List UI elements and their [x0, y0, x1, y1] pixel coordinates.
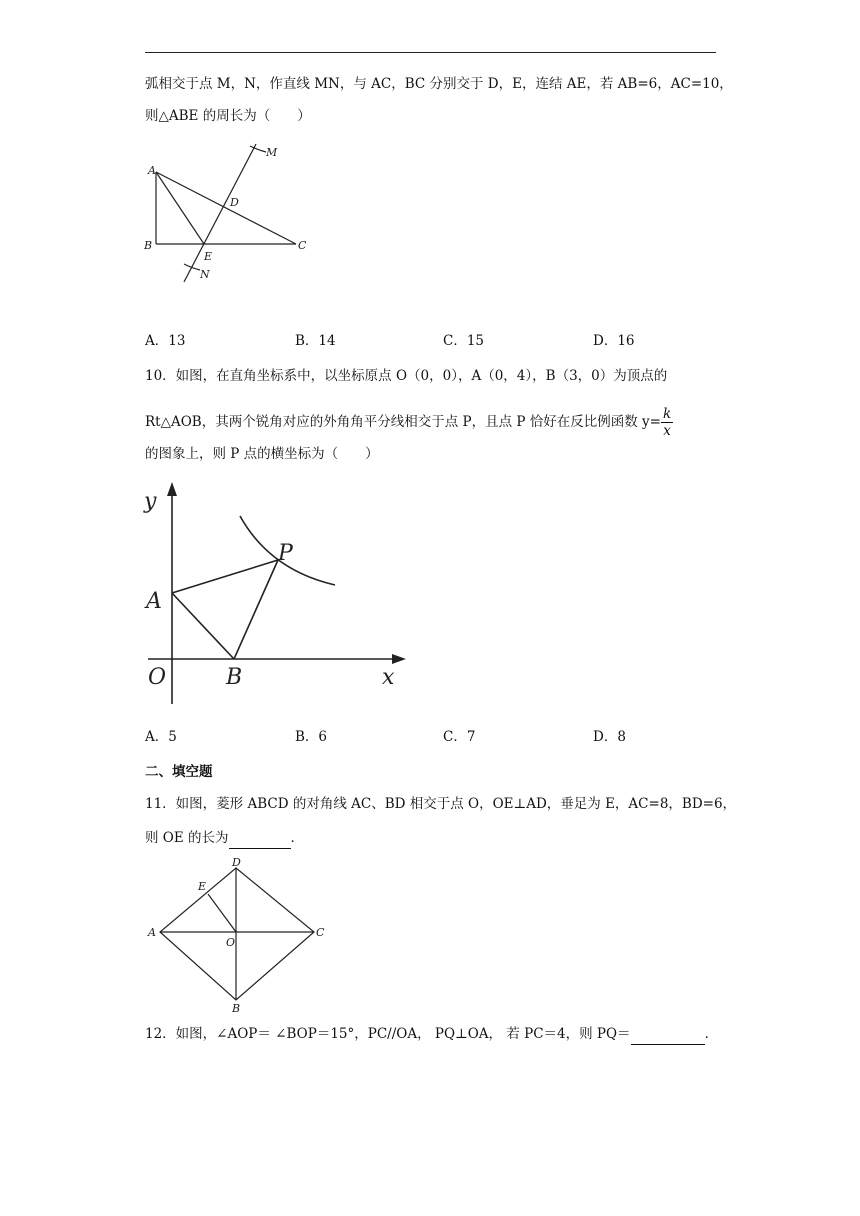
segment-ab: [172, 593, 234, 659]
q10-option-b[interactable]: B．6: [295, 729, 328, 745]
inverse-function-fraction: [661, 406, 673, 439]
segment-ac: [156, 172, 296, 244]
q11-answer-blank[interactable]: [229, 828, 291, 849]
label-o: O: [226, 936, 236, 949]
label-y: y: [144, 489, 157, 514]
q9-option-c[interactable]: C．15: [443, 333, 485, 349]
segment-bp: [234, 560, 278, 659]
q12-period: ．: [704, 1026, 719, 1042]
label-p: P: [278, 541, 293, 566]
q9-option-b[interactable]: B．14: [295, 333, 336, 349]
top-rule: [145, 52, 716, 53]
label-b: B: [144, 239, 153, 252]
q9-text-line-1: 弧相交于点 M，N，作直线 MN，与 AC，BC 分别交于 D，E，连结 AE，若 AB=6，AC=10，: [145, 76, 733, 92]
segment-ae: [156, 172, 204, 244]
q11-period: ．: [290, 830, 305, 846]
q12-text-line: [145, 1024, 718, 1045]
segment-oe: [208, 894, 236, 932]
q10-coordinate-figure: [140, 478, 420, 708]
label-o: O: [148, 665, 167, 690]
segment-ap: [172, 560, 278, 593]
q9-option-d[interactable]: D．16: [593, 333, 635, 349]
line-mn: [184, 144, 256, 282]
q11-text-line-1: 11．如图，菱形 ABCD 的对角线 AC、BD 相交于点 O，OE⊥AD，垂足为 E，AC=8，BD=6，: [145, 796, 737, 812]
q11-text-line-2: [145, 828, 304, 849]
q9-triangle-figure: [140, 138, 320, 288]
section-heading: 二、填空题: [145, 764, 213, 780]
q10-text-line-2-main: Rt△AOB，其两个锐角对应的外角角平分线相交于点 P，且点 P 恰好在反比例函数 y=: [145, 414, 661, 430]
label-b: B: [226, 665, 243, 690]
label-a: A: [146, 589, 162, 614]
arc-mark-n: [184, 264, 200, 270]
q10-text-line-2: [145, 406, 673, 439]
label-e: E: [198, 880, 207, 893]
q10-option-c[interactable]: C．7: [443, 729, 476, 745]
q9-text-line-2: 则△ABE 的周长为（ ）: [145, 108, 311, 124]
q10-text-line-3: 的图象上，则 P 点的横坐标为（ ）: [145, 446, 379, 462]
q10-option-d[interactable]: D．8: [593, 729, 626, 745]
label-d: D: [232, 856, 241, 869]
q11-rhombus-figure: [140, 856, 340, 1016]
label-a: A: [148, 164, 156, 177]
q12-text-main: 12．如图，∠AOP＝ ∠BOP＝15°，PC//OA， PQ⊥OA， 若 PC＝4，则 PQ＝: [145, 1026, 631, 1042]
y-axis-arrow-icon: [167, 482, 177, 496]
x-axis-arrow-icon: [392, 654, 406, 664]
label-a: A: [148, 926, 156, 939]
q10-text-line-1: 10．如图，在直角坐标系中，以坐标原点 O（0，0），A（0，4），B（3，0）为顶点的: [145, 368, 668, 384]
label-c: C: [298, 239, 307, 252]
label-x: x: [382, 665, 395, 690]
rhombus-abcd: [160, 868, 314, 1000]
q11-text-line-2-main: 则 OE 的长为: [145, 830, 229, 846]
label-b: B: [232, 1002, 241, 1015]
label-m: M: [266, 146, 278, 159]
q12-answer-blank[interactable]: [631, 1024, 705, 1045]
fraction-denominator: x: [663, 423, 671, 439]
label-c: C: [316, 926, 325, 939]
label-n: N: [200, 268, 210, 281]
label-e: E: [204, 250, 213, 263]
q10-option-a[interactable]: A．5: [145, 729, 177, 745]
fraction-numerator: k: [662, 406, 672, 422]
label-d: D: [230, 196, 239, 209]
q9-option-a[interactable]: A．13: [145, 333, 186, 349]
